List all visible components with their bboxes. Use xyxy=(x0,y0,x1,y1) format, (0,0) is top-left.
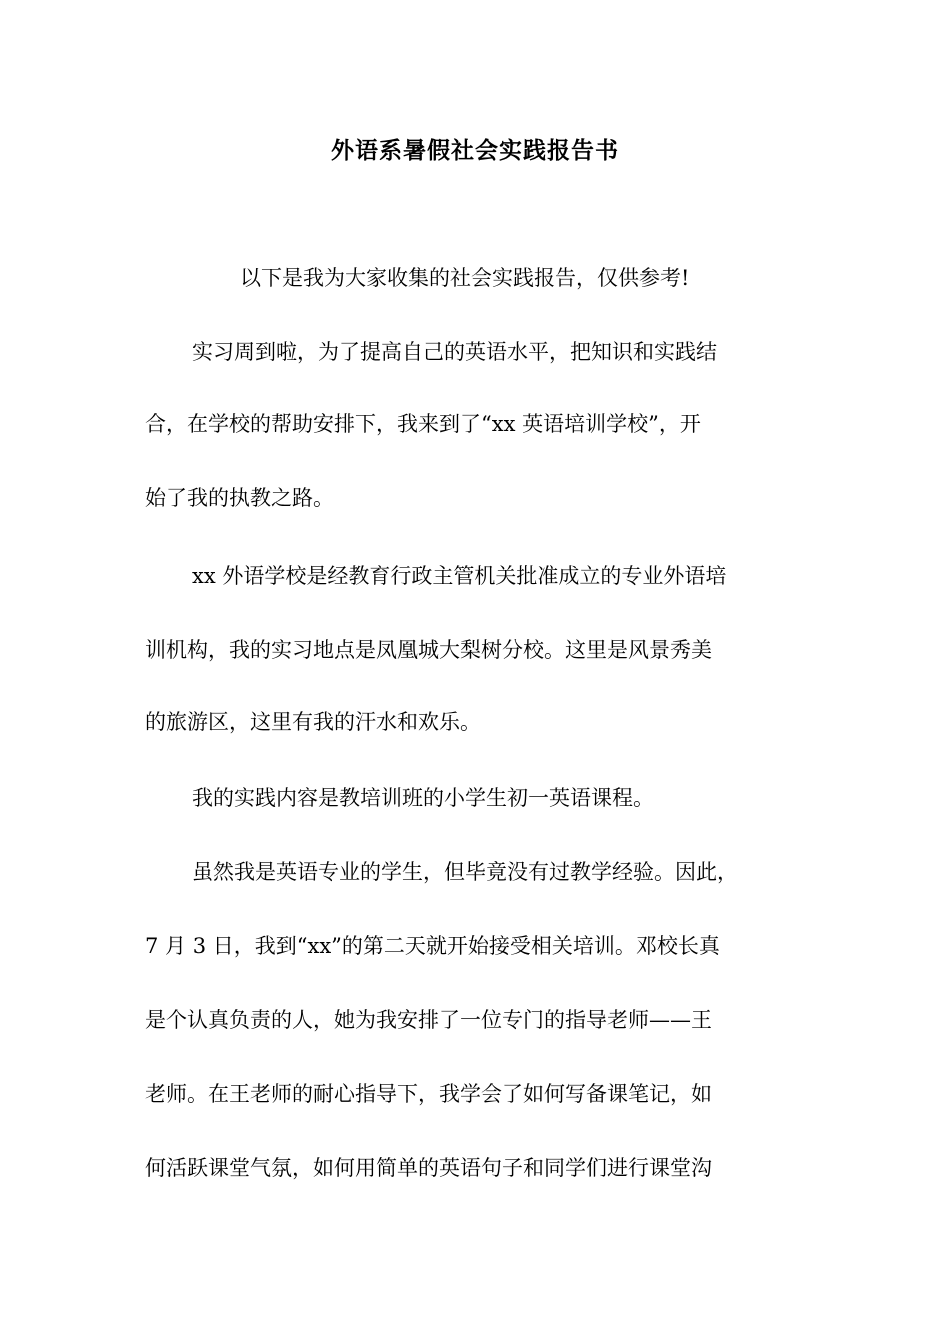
paragraph-line: 的旅游区，这里有我的汗水和欢乐。 xyxy=(145,710,481,734)
document-title: 外语系暑假社会实践报告书 xyxy=(331,137,619,164)
intro-line: 以下是我为大家收集的社会实践报告，仅供参考! xyxy=(240,266,690,290)
paragraph-line: xx 外语学校是经教育行政主管机关批准成立的专业外语培 xyxy=(192,564,727,588)
paragraph-line: 合，在学校的帮助安排下，我来到了“xx 英语培训学校”，开 xyxy=(145,412,701,436)
paragraph-line: 我的实践内容是教培训班的小学生初一英语课程。 xyxy=(192,786,654,810)
paragraph-line: 始了我的执教之路。 xyxy=(145,486,334,510)
paragraph-line: 训机构，我的实习地点是凤凰城大梨树分校。这里是风景秀美 xyxy=(145,638,712,662)
paragraph-line: 实习周到啦，为了提高自己的英语水平，把知识和实践结 xyxy=(192,340,717,364)
paragraph-line: 是个认真负责的人，她为我安排了一位专门的指导老师——王 xyxy=(145,1008,712,1032)
paragraph-line: 老师。在王老师的耐心指导下，我学会了如何写备课笔记，如 xyxy=(145,1082,712,1106)
paragraph-line: 虽然我是英语专业的学生，但毕竟没有过教学经验。因此， xyxy=(192,860,738,884)
paragraph-line: 何活跃课堂气氛，如何用简单的英语句子和同学们进行课堂沟 xyxy=(145,1156,712,1180)
paragraph-line: 7 月 3 日，我到“xx”的第二天就开始接受相关培训。邓校长真 xyxy=(145,934,720,958)
